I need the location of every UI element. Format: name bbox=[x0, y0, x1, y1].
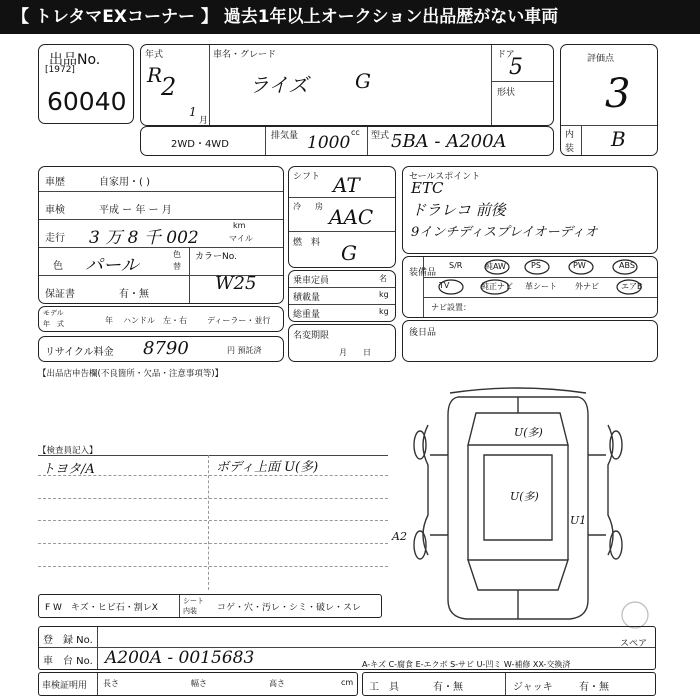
interior-label-2: 装 bbox=[565, 144, 575, 154]
displacement-label: 排気量 bbox=[271, 131, 299, 141]
car-diagram bbox=[410, 385, 625, 630]
year-label: 年式 bbox=[145, 50, 164, 60]
lot-number: 60040 bbox=[47, 87, 127, 116]
sales-point-1: ETC bbox=[411, 179, 444, 197]
sales-points-label: セールスポイント bbox=[409, 172, 481, 182]
score-value: 3 bbox=[605, 71, 631, 117]
color-label: 色 bbox=[53, 261, 63, 272]
equip-aw: 純AW bbox=[485, 262, 506, 271]
color-no-value: W25 bbox=[215, 273, 257, 294]
sales-points-box bbox=[402, 166, 658, 254]
mileage-value: 3 万 8 千 002 bbox=[89, 228, 199, 248]
fuel-label: 燃 料 bbox=[293, 238, 321, 248]
later-items-label: 後日品 bbox=[409, 328, 437, 338]
warranty-value: 有・無 bbox=[119, 289, 149, 300]
shift-value: AT bbox=[333, 173, 360, 197]
equip-tv: TV bbox=[439, 281, 450, 290]
score-label: 評価点 bbox=[587, 54, 615, 64]
cert-long: 長さ bbox=[103, 679, 119, 688]
type-code-value: 5BA - A200A bbox=[391, 131, 507, 152]
model-grade: G bbox=[355, 69, 371, 93]
inspector-note-right: ボディ上面 U(多) bbox=[216, 460, 319, 475]
recycle-row bbox=[38, 336, 284, 362]
ac-value: AAC bbox=[329, 205, 374, 229]
mileage-unit-km: km bbox=[233, 221, 246, 230]
type-code-label: 型式 bbox=[371, 131, 390, 141]
spec-box bbox=[288, 166, 396, 268]
tools-label: 工 具 bbox=[369, 682, 399, 693]
dealer-text: ディーラー・並行 bbox=[207, 316, 271, 325]
ac-label-2: 房 bbox=[315, 202, 323, 211]
deadline-label: 名変期限 bbox=[293, 331, 330, 341]
recycle-value: 8790 bbox=[143, 338, 189, 359]
equip-abs: ABS bbox=[619, 261, 635, 270]
engine-row bbox=[140, 126, 554, 156]
page-header bbox=[0, 0, 700, 34]
lot-label: 出品No. bbox=[49, 52, 101, 68]
capacity-label: 乗車定員 bbox=[293, 276, 330, 286]
seat-text: コゲ・穴・汚レ・シミ・破レ・スレ bbox=[217, 603, 362, 613]
doors-label: ドア bbox=[497, 50, 515, 60]
sales-point-2: ドラレコ 前後 bbox=[411, 201, 506, 219]
displacement-value: 1000 bbox=[307, 133, 351, 153]
tools-row bbox=[362, 672, 656, 696]
lot-code: [1972] bbox=[45, 65, 75, 75]
diagram-mark-side: U1 bbox=[570, 514, 587, 527]
history-label: 車歴 bbox=[45, 177, 65, 188]
capacity-unit: 名 bbox=[379, 274, 387, 283]
model-name: ライズ bbox=[249, 73, 309, 97]
displacement-unit: cc bbox=[351, 128, 360, 137]
equip-sr: S/R bbox=[449, 261, 463, 270]
cert-height: 高さ bbox=[269, 679, 285, 688]
model-label: 車名・グレード bbox=[213, 50, 277, 60]
equipment-label: 装備品 bbox=[409, 268, 437, 278]
damage-legend: A-キズ C-腐食 E-エクボ S-サビ U-凹ミ W-補修 XX-交換済 bbox=[362, 660, 571, 669]
notes-label: 【出品店申告欄(不良箇所・欠品・注意事項等)】 bbox=[38, 369, 224, 379]
year-month: 1 bbox=[189, 105, 197, 119]
cert-width: 幅さ bbox=[191, 679, 207, 688]
tools-value: 有・無 bbox=[433, 682, 463, 693]
deadline-value: 月 日 bbox=[339, 348, 371, 357]
seat-label-2: 内装 bbox=[183, 607, 197, 615]
equip-pw: PW bbox=[573, 261, 586, 270]
color-value: パール bbox=[85, 255, 139, 276]
gross-unit: kg bbox=[379, 307, 389, 316]
diagram-mark-roof: U(多) bbox=[514, 426, 543, 439]
handle-text: ハンドル 左・右 bbox=[123, 316, 187, 325]
equipment-box bbox=[402, 256, 658, 318]
interior-label-1: 内 bbox=[565, 130, 575, 140]
equip-navi: 純正ナビ bbox=[481, 282, 513, 291]
jack-label: ジャッキ bbox=[513, 682, 553, 693]
load-label: 積載量 bbox=[293, 293, 321, 303]
load-unit: kg bbox=[379, 290, 389, 299]
model-year-label-2: 年 式 bbox=[43, 320, 64, 328]
diagram-mark-cabin: U(多) bbox=[510, 490, 539, 503]
header-title: 【 トレタマEXコーナー 】 過去1年以上オークション出品歴がない車両 bbox=[12, 7, 559, 27]
cert-row bbox=[38, 672, 358, 696]
seat-label-1: シート bbox=[183, 597, 204, 605]
year-month-unit: 月 bbox=[199, 116, 209, 126]
equipment-circles bbox=[423, 257, 657, 297]
color-change-2: 替 bbox=[173, 262, 181, 271]
equip-ext-navi: 外ナビ bbox=[575, 282, 599, 291]
year-era: R bbox=[147, 63, 163, 87]
jack-value: 有・無 bbox=[579, 682, 609, 693]
equip-leather: 革シート bbox=[525, 282, 557, 291]
model-year-label-1: モデル bbox=[43, 309, 64, 317]
history-value: 自家用・( ) bbox=[99, 177, 150, 188]
inspector-label: 【検査員記入】 bbox=[38, 446, 98, 456]
inspector-note-left: トヨタ/A bbox=[42, 462, 95, 477]
chassis-label: 車 台 No. bbox=[43, 656, 93, 667]
cert-label: 車検証明用 bbox=[42, 681, 88, 691]
color-change-1: 色 bbox=[173, 250, 181, 259]
model-year-row bbox=[38, 306, 284, 332]
year-value: 2 bbox=[161, 73, 177, 101]
recycle-label: リサイクル料金 bbox=[45, 347, 114, 358]
equip-ps: PS bbox=[531, 261, 541, 270]
ac-label-1: 冷 bbox=[293, 202, 301, 211]
model-year-unit: 年 bbox=[105, 316, 113, 325]
diagram-mark-left: A2 bbox=[392, 530, 407, 543]
color-no-label: カラーNo. bbox=[195, 252, 237, 262]
sales-point-3: 9インチディスプレイオーディオ bbox=[411, 225, 598, 240]
recycle-unit: 円 預託済 bbox=[227, 346, 262, 355]
fw-row bbox=[38, 594, 382, 618]
inspection-label: 車検 bbox=[45, 205, 65, 216]
gross-label: 総重量 bbox=[293, 310, 321, 320]
score-box bbox=[560, 44, 658, 156]
vehicle-main-box bbox=[140, 44, 554, 126]
fuel-value: G bbox=[341, 241, 357, 265]
shape-label: 形状 bbox=[497, 88, 516, 98]
cert-unit: cm bbox=[341, 678, 354, 687]
fw-text: F W キズ・ヒビ石・割レX bbox=[45, 603, 158, 613]
later-items-box bbox=[402, 320, 658, 362]
equip-airbag: エアB bbox=[621, 282, 643, 291]
doors-value: 5 bbox=[509, 55, 523, 80]
chassis-value: A200A - 0015683 bbox=[105, 648, 255, 668]
drive-text: 2WD・4WD bbox=[171, 139, 229, 150]
inspection-value: 平成 ー 年 ー 月 bbox=[99, 205, 172, 216]
deadline-box bbox=[288, 324, 396, 362]
warranty-label: 保証書 bbox=[45, 289, 75, 300]
interior-value: B bbox=[611, 127, 626, 151]
mileage-label: 走行 bbox=[45, 233, 65, 244]
spare-label: スペア bbox=[620, 639, 648, 649]
mileage-unit-mile: マイル bbox=[229, 234, 253, 243]
registration-label: 登 録 No. bbox=[43, 635, 93, 646]
lot-number-box bbox=[38, 44, 134, 124]
capacity-box bbox=[288, 270, 396, 322]
details-box bbox=[38, 166, 284, 304]
shift-label: シフト bbox=[293, 172, 321, 182]
navi-install-label: ナビ設置： bbox=[431, 303, 471, 312]
